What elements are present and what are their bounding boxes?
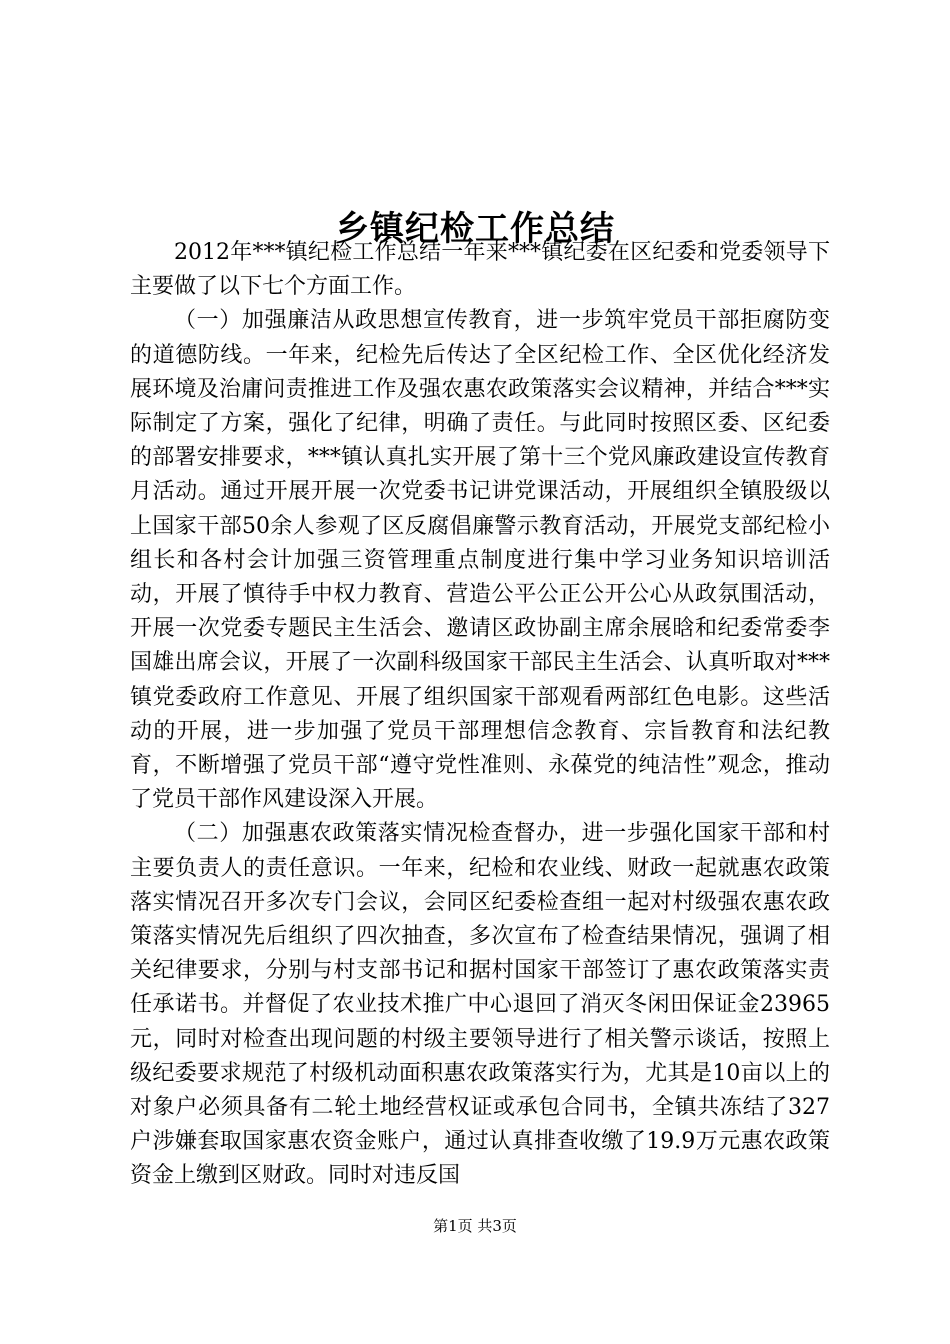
paragraph-intro: 2012年***镇纪检工作总结一年来***镇纪委在区纪委和党委领导下主要做了以下七个方面工作。 <box>130 240 830 300</box>
document-title: 乡镇纪检工作总结 <box>335 208 615 249</box>
page-number-footer: 第1页 共3页 <box>433 1217 517 1235</box>
document-body <box>130 236 830 1194</box>
paragraph-section-1: （一）加强廉洁从政思想宣传教育，进一步筑牢党员干部拒腐防变的道德防线。一年来，纪检先后传达了全区纪检工作、全区优化经济发展环境及治庸问责推进工作及强农惠农政策落实会议精神，并结合***实际制定了方案，强化了纪律，明确了责任。与此同时按照区委、区纪委的部署安排要求，***镇认真扎实开展了第十三个党风廉政建设宣传教育月活动。通过开展开展一次党委书记讲党课活动，开展组织全镇股级以上国家干部50余人参观了区反腐倡廉警示教育活动，开展党支部纪检小组长和各村会计加强三资管理重点制度进行集中学习业务知识培训活动，开展了慎待手中权力教育、营造公平公正公开公心从政氛围活动，开展一次党委专题民主生活会、邀请区政协副主席余展晗和纪委常委李国雄出席会议，开展了一次副科级国家干部民主生活会、认真听取对***镇党委政府工作意见、开展了组织国家干部观看两部红色电影。这些活动的开展，进一步加强了党员干部理想信念教育、宗旨教育和法纪教育，不断增强了党员干部“遵守党性准则、永葆党的纯洁性”观念，推动了党员干部作风建设深入开展。 <box>130 308 830 813</box>
paragraph-section-2: （二）加强惠农政策落实情况检查督办，进一步强化国家干部和村主要负责人的责任意识。一年来，纪检和农业线、财政一起就惠农政策落实情况召开多次专门会议，会同区纪委检查组一起对村级强农惠农政策落实情况先后组织了四次抽查，多次宣布了检查结果情况，强调了相关纪律要求，分别与村支部书记和据村国家干部签订了惠农政策落实责任承诺书。并督促了农业技术推广中心退回了消灭冬闲田保证金23965元，同时对检查出现问题的村级主要领导进行了相关警示谈话，按照上级纪委要求规范了村级机动面积惠农政策落实行为，尤其是10亩以上的对象户必须具备有二轮土地经营权证或承包合同书，全镇共冻结了327户涉嫌套取国家惠农资金账户，通过认真排查收缴了19.9万元惠农政策资金上缴到区财政。同时对违反国 <box>130 821 830 1189</box>
